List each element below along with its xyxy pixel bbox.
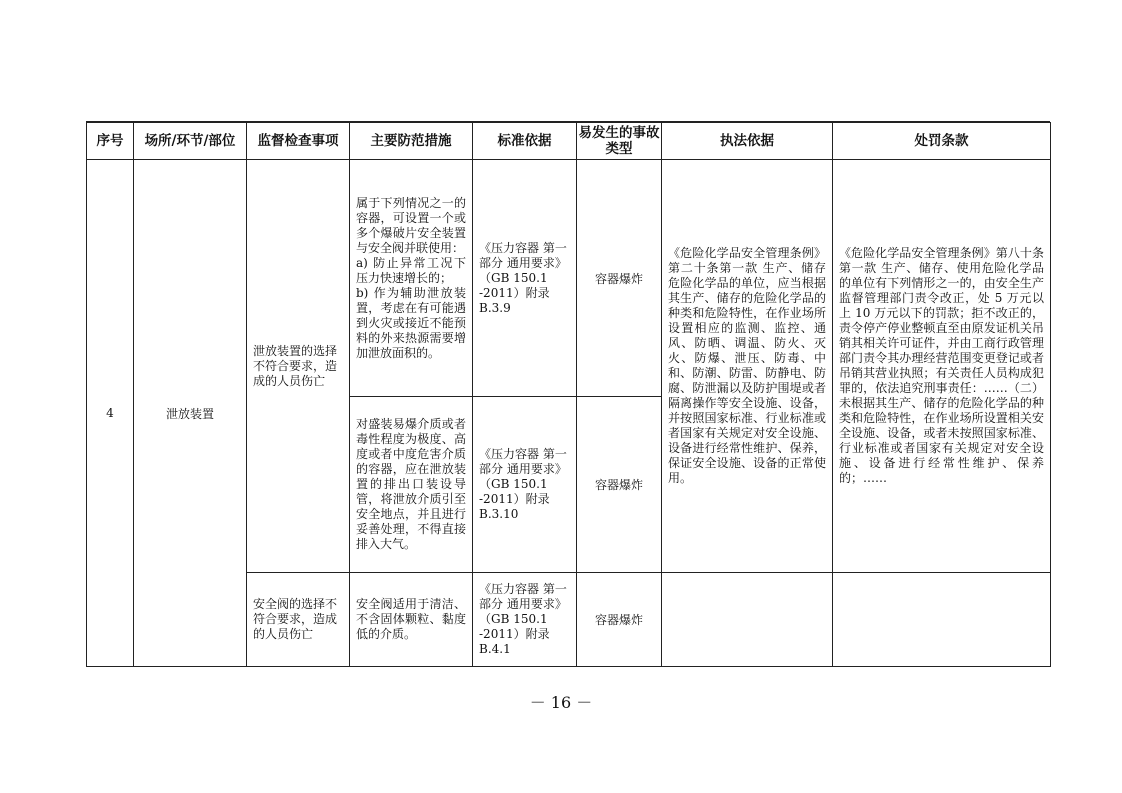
accident-cell: 容器爆炸: [577, 397, 662, 573]
table-row: [87, 160, 1051, 397]
accident-cell: 容器爆炸: [577, 160, 662, 397]
table-header-row: [87, 123, 1051, 160]
empty-cell: [833, 573, 1051, 667]
standard-cell: 《压力容器 第一部分 通用要求》（GB 150.1 -2011）附录 B.4.1: [473, 573, 577, 667]
header-item: 监督检查事项: [247, 123, 350, 160]
location-cell: 泄放装置: [134, 160, 247, 667]
page-number: － 16 －: [529, 693, 593, 712]
law-cell: 《危险化学品安全管理条例》第二十条第一款 生产、储存危险化学品的单位，应当根据其生产、储存的危险化学品的种类和危险特性，在作业场所设置相应的监测、监控、通风、防晒、调温、防火、灭火、防爆、泄压、防毒、中和、防潮、防雷、防静电、防腐、防泄漏以及防护围堤或者隔离操作等安全设施、设备，并按照国家标准、行业标准或者国家有关规定对安全设施、设备进行经常性维护、保养，保证安全设施、设备的正常使用。: [662, 160, 833, 573]
standard-cell: 《压力容器 第一部分 通用要求》（GB 150.1 -2011）附录 B.3.9: [473, 160, 577, 397]
accident-cell: 容器爆炸: [577, 573, 662, 667]
header-location: 场所/环节/部位: [134, 123, 247, 160]
measure-cell: 属于下列情况之一的容器，可设置一个或多个爆破片安全装置与安全阀并联使用： a) 防止异常工况下压力快速增长的； b) 作为辅助泄放装置，考虑在有可能遇到火灾或接近不能预料的外来热源需要增加泄放面积的。: [350, 160, 473, 397]
header-law: 执法依据: [662, 123, 833, 160]
supervision-table: [86, 122, 1051, 667]
measure-cell: 安全阀适用于清洁、不含固体颗粒、黏度低的介质。: [350, 573, 473, 667]
standard-cell: 《压力容器 第一部分 通用要求》（GB 150.1 -2011）附录 B.3.10: [473, 397, 577, 573]
seq-cell: 4: [87, 160, 134, 667]
item-cell: 泄放装置的选择不符合要求，造成的人员伤亡: [247, 160, 350, 573]
table-top-rule: [86, 121, 1050, 123]
penalty-cell: 《危险化学品安全管理条例》第八十条第一款 生产、储存、使用危险化学品的单位有下列情形之一的，由安全生产监督管理部门责令改正，处 5 万元以上 10 万元以下的罚款；拒不改正的，责令停产停业整顿直至由原发证机关吊销其相关许可证件，并由工商行政管理部门责令其办理经营范围变更登记或者吊销其营业执照；有关责任人员构成犯罪的，依法追究刑事责任：……（二）未根据其生产、储存的危险化学品的种类和危险特性，在作业场所设置相关安全设施、设备，或者未按照国家标准、行业标准或者国家有关规定对安全设施、设备进行经常性维护、保养的；……: [833, 160, 1051, 573]
measure-cell: 对盛装易爆介质或者毒性程度为极度、高度或者中度危害介质的容器，应在泄放装置的排出口装设导管，将泄放介质引至安全地点，并且进行妥善处理，不得直接排入大气。: [350, 397, 473, 573]
empty-cell: [662, 573, 833, 667]
header-standard: 标准依据: [473, 123, 577, 160]
header-accident: 易发生的事故类型: [577, 123, 662, 160]
header-penalty: 处罚条款: [833, 123, 1051, 160]
header-measure: 主要防范措施: [350, 123, 473, 160]
header-seq: 序号: [87, 123, 134, 160]
item-cell: 安全阀的选择不符合要求，造成的人员伤亡: [247, 573, 350, 667]
